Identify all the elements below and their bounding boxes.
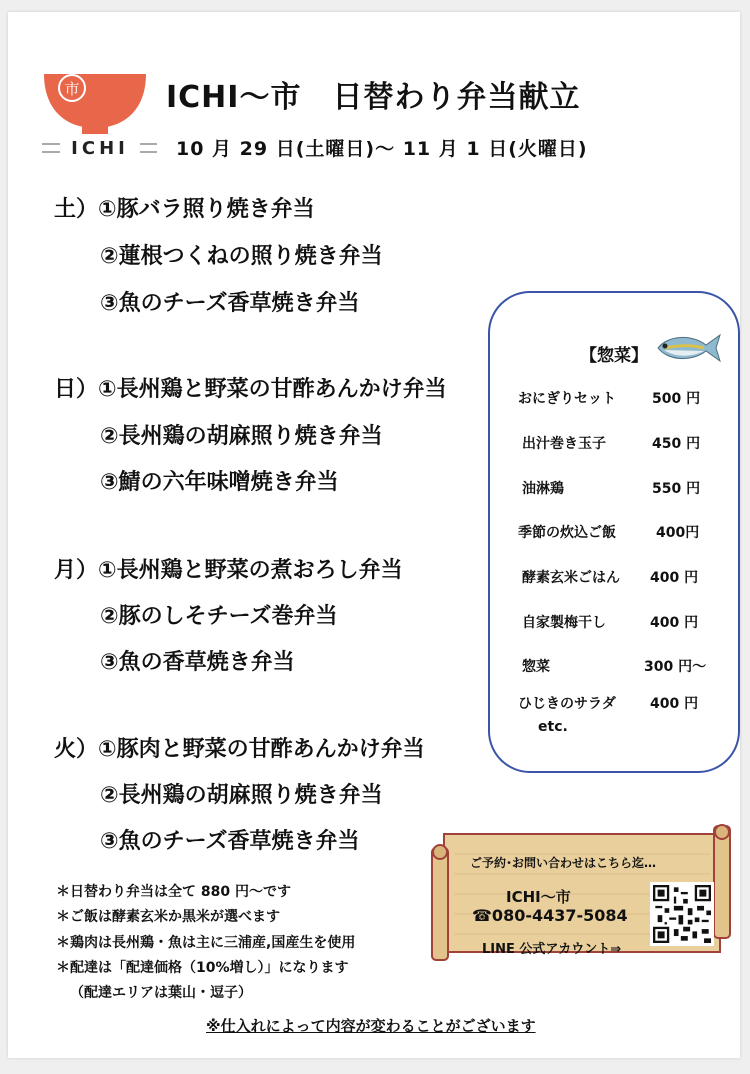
qr-code-icon[interactable] xyxy=(650,882,714,946)
side-item-name: おにぎりセット xyxy=(518,391,616,407)
menu-flyer xyxy=(8,12,740,1058)
side-item-price: 500 円 xyxy=(652,391,701,407)
note: ＊鶏肉は長州鶏・魚は主に三浦産,国産生を使用 xyxy=(56,935,356,951)
menu-item: ②蓮根つくねの照り焼き弁当 xyxy=(100,244,383,269)
bowl-logo-icon xyxy=(42,60,157,164)
side-items-etc: etc. xyxy=(538,719,568,735)
side-item-name: 出汁巻き玉子 xyxy=(522,436,606,452)
day-tuesday xyxy=(54,732,425,763)
side-item-price: 400 円 xyxy=(650,615,699,631)
page-title: ICHI～市 日替わり弁当献立 xyxy=(166,80,581,115)
note: （配達エリアは葉山・逗子） xyxy=(70,985,252,1001)
day-sunday xyxy=(54,372,447,403)
menu-item: ②豚のしそチーズ巻弁当 xyxy=(100,604,338,629)
ichi-logo xyxy=(42,60,157,164)
menu-item: ②長州鶏の胡麻照り焼き弁当 xyxy=(100,424,383,449)
side-item-name: 油淋鶏 xyxy=(522,481,564,497)
day-label: 月） xyxy=(54,558,99,583)
side-item-price: 300 円～ xyxy=(644,659,707,675)
side-dishes-title: 【惣菜】 xyxy=(580,346,648,366)
day-label: 日） xyxy=(54,377,99,402)
menu-item: ③魚の香草焼き弁当 xyxy=(100,650,295,675)
logo-text: ICHI xyxy=(71,138,129,159)
menu-item: ①豚バラ照り焼き弁当 xyxy=(98,197,315,222)
menu-item: ①長州鶏と野菜の甘酢あんかけ弁当 xyxy=(98,377,447,402)
note: ＊日替わり弁当は全て 880 円～です xyxy=(56,884,291,900)
side-item-name: 季節の炊込ご飯 xyxy=(518,525,616,541)
menu-item: ①豚肉と野菜の甘酢あんかけ弁当 xyxy=(98,737,425,762)
side-item-price: 400 円 xyxy=(650,570,699,586)
menu-item: ②長州鶏の胡麻照り焼き弁当 xyxy=(100,783,383,808)
menu-item: ③鯖の六年味噌焼き弁当 xyxy=(100,470,339,495)
day-label: 土） xyxy=(54,197,99,222)
contact-scroll xyxy=(430,824,732,964)
side-item-price: 550 円 xyxy=(652,481,701,497)
day-saturday xyxy=(54,192,315,223)
menu-item: ①長州鶏と野菜の煮おろし弁当 xyxy=(98,558,403,583)
side-item-price: 400円 xyxy=(656,525,700,541)
contact-phone[interactable]: ☎080-4437-5084 xyxy=(472,906,628,925)
side-item-name: 自家製梅干し xyxy=(522,615,606,631)
menu-item: ③魚のチーズ香草焼き弁当 xyxy=(100,291,360,316)
side-item-name: 惣菜 xyxy=(522,659,550,675)
date-range: 10 月 29 日(土曜日)～ 11 月 1 日(火曜日) xyxy=(176,138,588,160)
menu-item: ③魚のチーズ香草焼き弁当 xyxy=(100,829,360,854)
line-account-link[interactable]: LINE 公式アカウント⇒ xyxy=(482,942,622,957)
logo-kanji: 市 xyxy=(64,80,80,98)
side-item-price: 450 円 xyxy=(652,436,701,452)
contact-heading: ご予約･お問い合わせはこちら迄… xyxy=(470,856,657,870)
fish-icon xyxy=(654,331,722,365)
side-item-price: 400 円 xyxy=(650,696,699,712)
note: ＊ご飯は酵素玄米か黒米が選べます xyxy=(56,909,280,925)
day-monday xyxy=(54,553,403,584)
side-item-name: ひじきのサラダ xyxy=(518,696,616,712)
side-dishes-box xyxy=(488,291,740,773)
day-label: 火） xyxy=(54,737,99,762)
footer-note: ※仕入れによって内容が変わることがございます xyxy=(206,1017,536,1035)
contact-name: ICHI～市 xyxy=(506,888,571,906)
note: ＊配達は「配達価格（10%増し）」になります xyxy=(56,960,349,976)
side-item-name: 酵素玄米ごはん xyxy=(522,570,620,586)
